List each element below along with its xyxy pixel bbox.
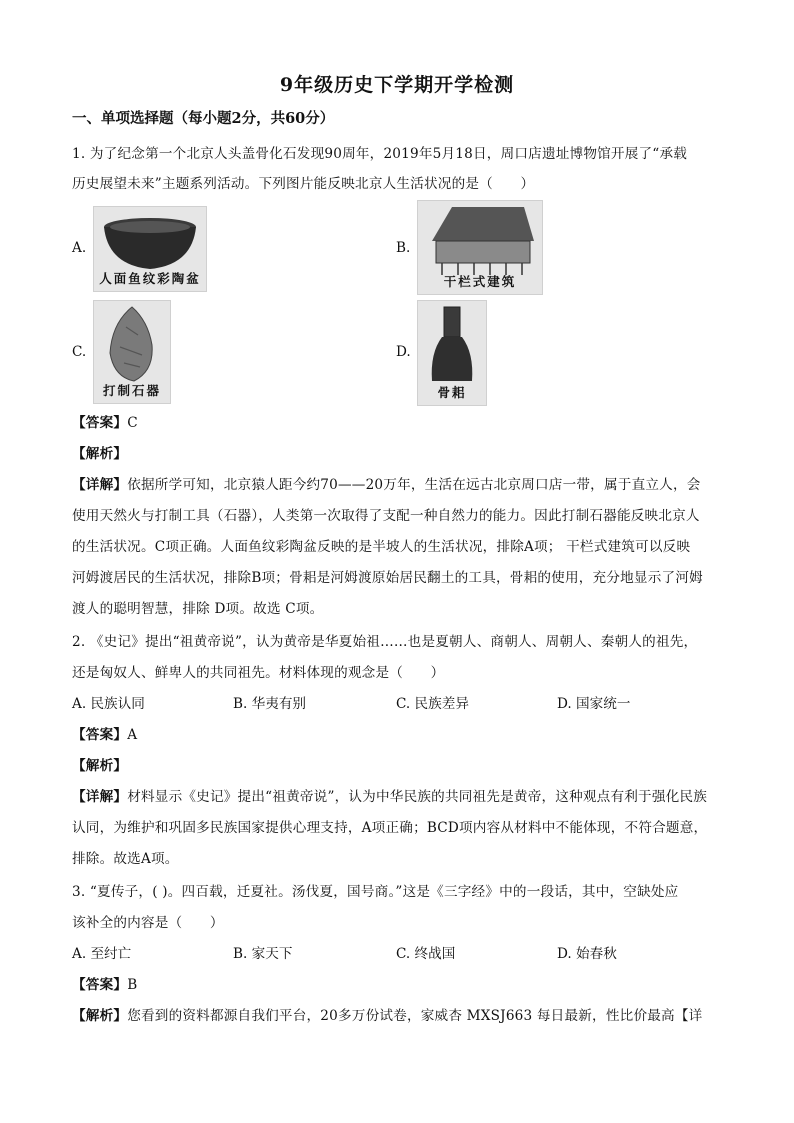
q3-answer-value: B bbox=[127, 977, 138, 993]
detail-tag: 【详解】 bbox=[72, 789, 128, 805]
q1-detail-line-1 bbox=[72, 473, 701, 493]
q1-option-a-image bbox=[93, 206, 207, 292]
q3-stem-line-1: 3. “夏传子，( )。四百载，迁夏社。汤伐夏，国号商。”这是《三字经》中的一段话，其中，空缺处应 bbox=[72, 884, 679, 900]
detail-tag: 【详解】 bbox=[72, 477, 128, 493]
q2-detail-line-1 bbox=[72, 785, 707, 805]
q1-stem-line-2: 历史展望未来”主题系列活动。下列图片能反映北京人生活状况的是（ ） bbox=[72, 176, 535, 192]
q3-option-a: A. 至纣亡 bbox=[72, 946, 132, 962]
q3-option-d: D. 始春秋 bbox=[557, 946, 617, 962]
q1-detail-line-3: 的生活状况。C项正确。人面鱼纹彩陶盆反映的是半坡人的生活状况，排除A项； 干栏式建筑可以反映 bbox=[72, 539, 691, 555]
analysis-tag: 【解析】 bbox=[72, 758, 128, 774]
analysis-tag: 【解析】 bbox=[72, 446, 128, 462]
q2-stem-line-2: 还是匈奴人、鲜卑人的共同祖先。材料体现的观念是（ ） bbox=[72, 665, 445, 681]
q1-analysis bbox=[72, 442, 127, 462]
q1-option-b-caption: 干栏式建筑 bbox=[443, 274, 517, 289]
q1-option-b-label: B. bbox=[396, 240, 411, 256]
q1-detail-line-2: 使用天然火与打制工具（石器），人类第一次取得了支配一种自然力的能力。因此打制石器能反映北京人 bbox=[72, 508, 700, 524]
q3-option-c: C. 终战国 bbox=[396, 946, 456, 962]
q1-detail-text-1: 依据所学可知，北京猿人距今约70——20万年，生活在远古北京周口店一带，属于直立人，会 bbox=[127, 477, 701, 493]
q2-option-a: A. 民族认同 bbox=[72, 696, 145, 712]
q1-option-d-image bbox=[417, 300, 487, 406]
q1-option-c-label: C. bbox=[72, 344, 87, 360]
q2-answer bbox=[72, 723, 137, 743]
q3-analysis bbox=[72, 1004, 702, 1024]
q3-stem-line-2: 该补全的内容是（ ） bbox=[72, 915, 224, 931]
q1-option-b-image bbox=[417, 200, 543, 295]
q3-answer bbox=[72, 973, 137, 993]
q1-option-d-label: D. bbox=[396, 344, 411, 360]
q2-option-d: D. 国家统一 bbox=[557, 696, 631, 712]
q3-analysis-text: 您看到的资料都源自我们平台，20多万份试卷，家威杏 MXSJ663 每日最新，性比价最高【详 bbox=[127, 1008, 703, 1024]
analysis-tag: 【解析】 bbox=[72, 1008, 128, 1024]
q1-option-a-caption: 人面鱼纹彩陶盆 bbox=[99, 271, 201, 286]
q1-answer-value: C bbox=[127, 415, 138, 431]
q1-option-c-caption: 打制石器 bbox=[102, 383, 161, 398]
q1-option-d-caption: 骨耜 bbox=[437, 385, 467, 400]
q1-option-c-image bbox=[93, 300, 171, 404]
q2-analysis bbox=[72, 754, 127, 774]
q2-option-c: C. 民族差异 bbox=[396, 696, 469, 712]
q1-option-a-label: A. bbox=[72, 240, 87, 256]
page-title: 9年级历史下学期开学检测 bbox=[279, 74, 515, 96]
answer-tag: 【答案】 bbox=[72, 977, 128, 993]
q1-detail-line-4: 河姆渡居民的生活状况，排除B项；骨耜是河姆渡原始居民翻土的工具，骨耜的使用，充分地显示了河姆 bbox=[72, 570, 703, 586]
q3-option-b: B. 家天下 bbox=[233, 946, 293, 962]
section-heading: 一、单项选择题（每小题2分，共60分） bbox=[72, 110, 335, 127]
answer-tag: 【答案】 bbox=[72, 727, 128, 743]
q2-detail-text-1: 材料显示《史记》提出“祖黄帝说”，认为中华民族的共同祖先是黄帝，这种观点有利于强化民族 bbox=[127, 789, 708, 805]
q1-detail-line-5: 渡人的聪明智慧，排除 D项。故选 C项。 bbox=[72, 601, 324, 617]
q2-detail-line-3: 排除。故选A项。 bbox=[72, 851, 179, 867]
q2-stem-line-1: 2. 《史记》提出“祖黄帝说”，认为黄帝是华夏始祖……也是夏朝人、商朝人、周朝人、秦朝人的祖先， bbox=[72, 634, 698, 650]
q1-stem-line-1: 1. 为了纪念第一个北京人头盖骨化石发现90周年，2019年5月18日，周口店遗址博物馆开展了“承载 bbox=[72, 146, 688, 162]
q2-answer-value: A bbox=[127, 727, 138, 743]
q2-option-b: B. 华夷有别 bbox=[233, 696, 307, 712]
answer-tag: 【答案】 bbox=[72, 415, 128, 431]
q1-answer bbox=[72, 411, 138, 431]
q2-detail-line-2: 认同，为维护和巩固多民族国家提供心理支持，A项正确；BCD项内容从材料中不能体现，不符合题意， bbox=[72, 820, 708, 836]
